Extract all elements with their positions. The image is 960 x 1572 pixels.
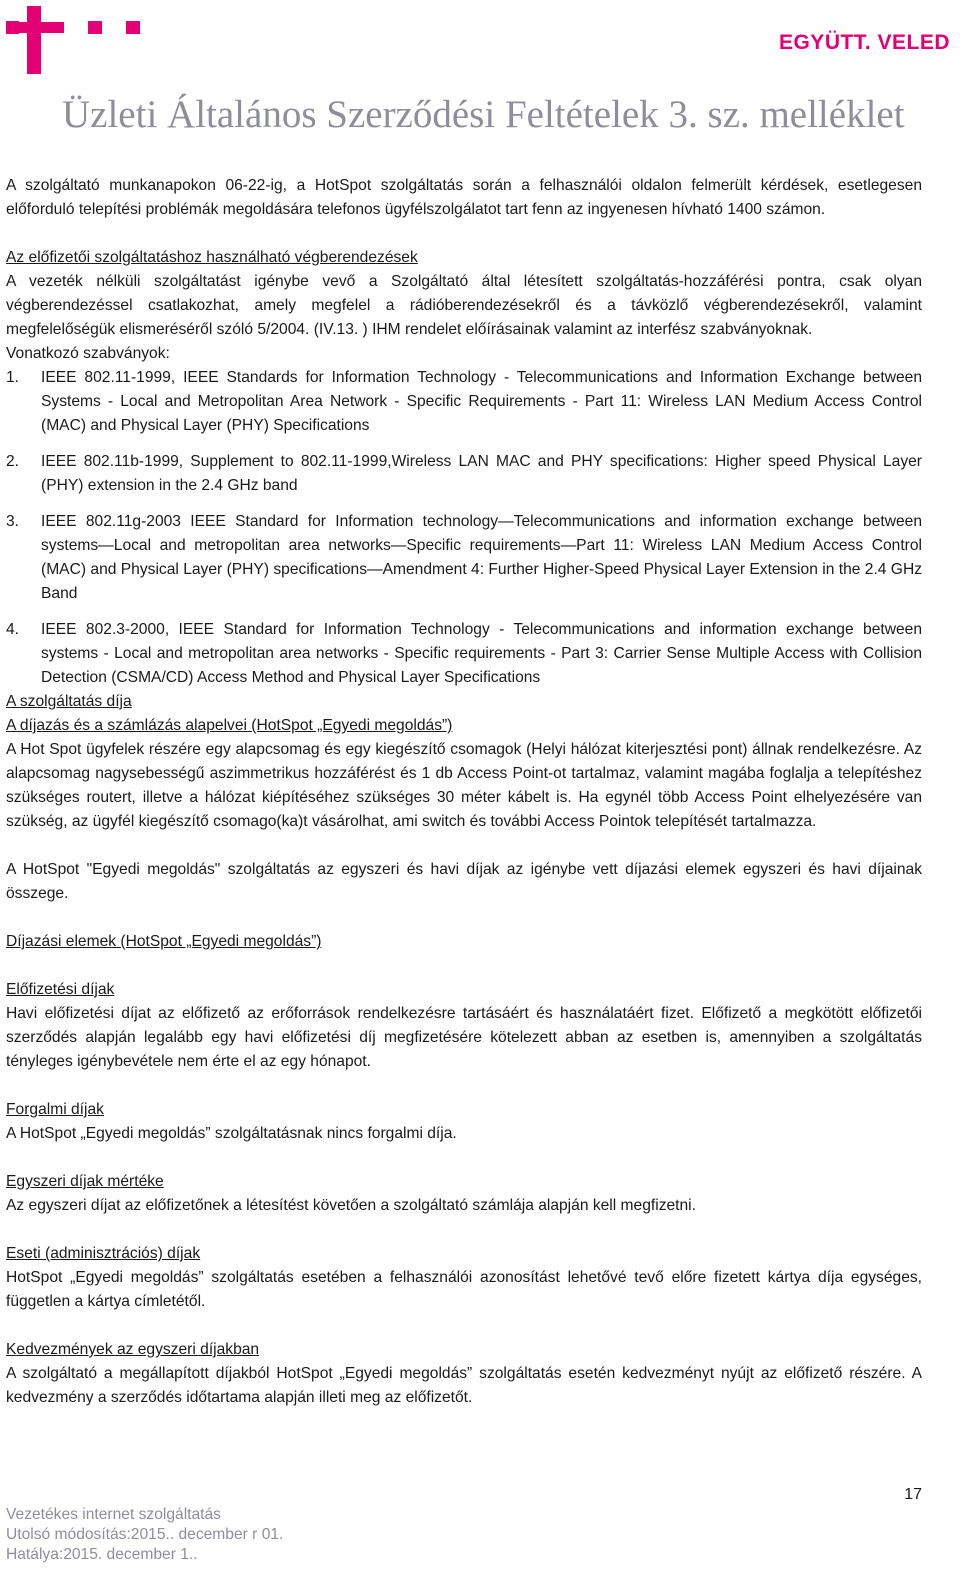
discounts-text: A szolgáltató a megállapított díjakból HotSpot „Egyedi megoldás” szolgáltatás esetén kedvezményt nyújt az előfizető részére. A kedvezmény a szerződés időtartama alapján illeti meg az előfizetőt. xyxy=(6,1365,922,1406)
one-time-fees-heading: Egyszeri díjak mértéke xyxy=(6,1173,164,1190)
subscription-fees-text: Havi előfizetési díjat az előfizető az erőforrások rendelkezésre tartásáért és használatáért fizet. Előfizető a megkötött előfizetői szerződés alapján legalább egy havi előfizetési díj megfizetésére kötelezett abban az esetben is, amennyiben a szolgáltatás tényleges igénybevétele nem érte el az egy hónapot. xyxy=(6,1005,922,1070)
discounts-heading: Kedvezmények az egyszeri díjakban xyxy=(6,1341,260,1358)
terminals-paragraph: A vezeték nélküli szolgáltatást igénybe vevő a Szolgáltató által létesített szolgáltatás-hozzáférési pontra, csak olyan végberendezéssel csatlakozhat, amely megfelel a rádióberendezésekről és a távközlő végberendezésekről, valamint megfelelőségük elismeréséről szóló 5/2004. (IV.13. ) IHM rendelet előírásainak valamint az interfész szabványoknak. xyxy=(6,273,922,338)
fee-paragraph-2: A HotSpot "Egyedi megoldás" szolgáltatás az egyszeri és havi díjak az igénybe vett díjazási elemek egyszeri és havi díjainak összege. xyxy=(6,861,922,902)
fee-subheading: A díjazás és a számlázás alapelvei (HotSpot „Egyedi megoldás”) xyxy=(6,717,453,734)
standard-number: 4. xyxy=(6,621,20,638)
standard-item xyxy=(6,510,922,606)
traffic-fees-heading: Forgalmi díjak xyxy=(6,1101,104,1118)
intro-paragraph: A szolgáltató munkanapokon 06-22-ig, a HotSpot szolgáltatás során a felhasználói oldalon felmerült kérdések, esetlegesen előforduló telepítési problémák megoldására telefonos ügyfélszolgálatot tart fenn az ingyenesen hívható 1400 számon. xyxy=(6,177,922,218)
logo-square-1 xyxy=(88,21,102,34)
telekom-logo xyxy=(6,6,140,74)
standard-text: IEEE 802.11g-2003 IEEE Standard for Information technology—Telecommunications and information exchange between systems—Local and metropolitan area networks—Specific requirements—Part 11: Wireless LAN Medium Access Control (MAC) and Physical Layer (PHY) specifications—Amendment 4: Further Higher-Speed Physical Layer Extension in the 2.4 GHz Band xyxy=(41,513,922,602)
subscription-fees-heading: Előfizetési díjak xyxy=(6,981,115,998)
traffic-fees-text: A HotSpot „Egyedi megoldás” szolgáltatásnak nincs forgalmi díja. xyxy=(6,1125,457,1142)
standard-text: IEEE 802.11b-1999, Supplement to 802.11-1999,Wireless LAN MAC and PHY specifications: Higher speed Physical Layer (PHY) extension in the 2.4 GHz band xyxy=(41,453,922,494)
logo-t-stem xyxy=(27,6,41,74)
standard-text: IEEE 802.11-1999, IEEE Standards for Information Technology - Telecommunications and Information Exchange between Systems - Local and Metropolitan Area Network - Specific Requirements - Part 11: Wireless LAN Medium Access Control (MAC) and Physical Layer (PHY) Specifications xyxy=(41,369,922,434)
standard-item xyxy=(6,618,922,690)
logo-square-left xyxy=(6,21,19,34)
standards-label: Vonatkozó szabványok: xyxy=(6,345,170,362)
fee-paragraph-1: A Hot Spot ügyfelek részére egy alapcsomag és egy kiegészítő csomagok (Helyi hálózat kiterjesztési pont) állnak rendelkezésre. Az alapcsomag nagysebességű aszimmetrikus hozzáférést és 1 db Access Point-ot tartalmaz, valamint magába foglalja a telepítéshez szükséges routert, illetve a hálózat kiépítéséhez szükséges 30 méter kábelt is. Ha egynél több Access Point elhelyezésére van szükség, az ügyfél kiegészítő csomago(ka)t vásárolhat, ami switch és további Access Pointok telepítését tartalmazza. xyxy=(6,741,922,830)
footer-last-modified: Utolsó módosítás:2015.. december r 01. xyxy=(6,1526,284,1543)
page-number: 17 xyxy=(904,1486,922,1503)
document-title: Üzleti Általános Szerződési Feltételek 3. sz. melléklet xyxy=(62,93,905,136)
standard-number: 1. xyxy=(6,369,20,386)
standard-text: IEEE 802.3-2000, IEEE Standard for Information Technology - Telecommunications and information exchange between systems - Local and metropolitan area networks - Specific requirements - Part 3: Carrier Sense Multiple Access with Collision Detection (CSMA/CD) Access Method and Physical Layer Specifications xyxy=(41,621,922,686)
fee-heading: A szolgáltatás díja xyxy=(6,693,132,710)
standard-item xyxy=(6,366,922,438)
terminals-heading: Az előfizetői szolgáltatáshoz használható végberendezések xyxy=(6,249,418,266)
one-time-fees-text: Az egyszeri díjat az előfizetőnek a létesítést követően a szolgáltató számlája alapján kell megfizetni. xyxy=(6,1197,696,1214)
document-body xyxy=(6,174,922,1410)
logo-square-2 xyxy=(126,21,140,34)
footer-service-name: Vezetékes internet szolgáltatás xyxy=(6,1506,221,1523)
admin-fees-text: HotSpot „Egyedi megoldás” szolgáltatás esetében a felhasználói azonosítást lehetővé tevő előre fizetett kártya díja egységes, független a kártya címletétől. xyxy=(6,1269,922,1310)
standard-number: 2. xyxy=(6,453,20,470)
standard-item xyxy=(6,450,922,498)
page-footer xyxy=(6,1505,283,1565)
admin-fees-heading: Eseti (adminisztrációs) díjak xyxy=(6,1245,201,1262)
brand-slogan: EGYÜTT. VELED xyxy=(778,31,950,54)
standards-list xyxy=(6,366,922,690)
fee-elements-heading: Díjazási elemek (HotSpot „Egyedi megoldás”) xyxy=(6,933,322,950)
footer-effective-date: Hatálya:2015. december 1.. xyxy=(6,1546,198,1563)
standard-number: 3. xyxy=(6,513,20,530)
